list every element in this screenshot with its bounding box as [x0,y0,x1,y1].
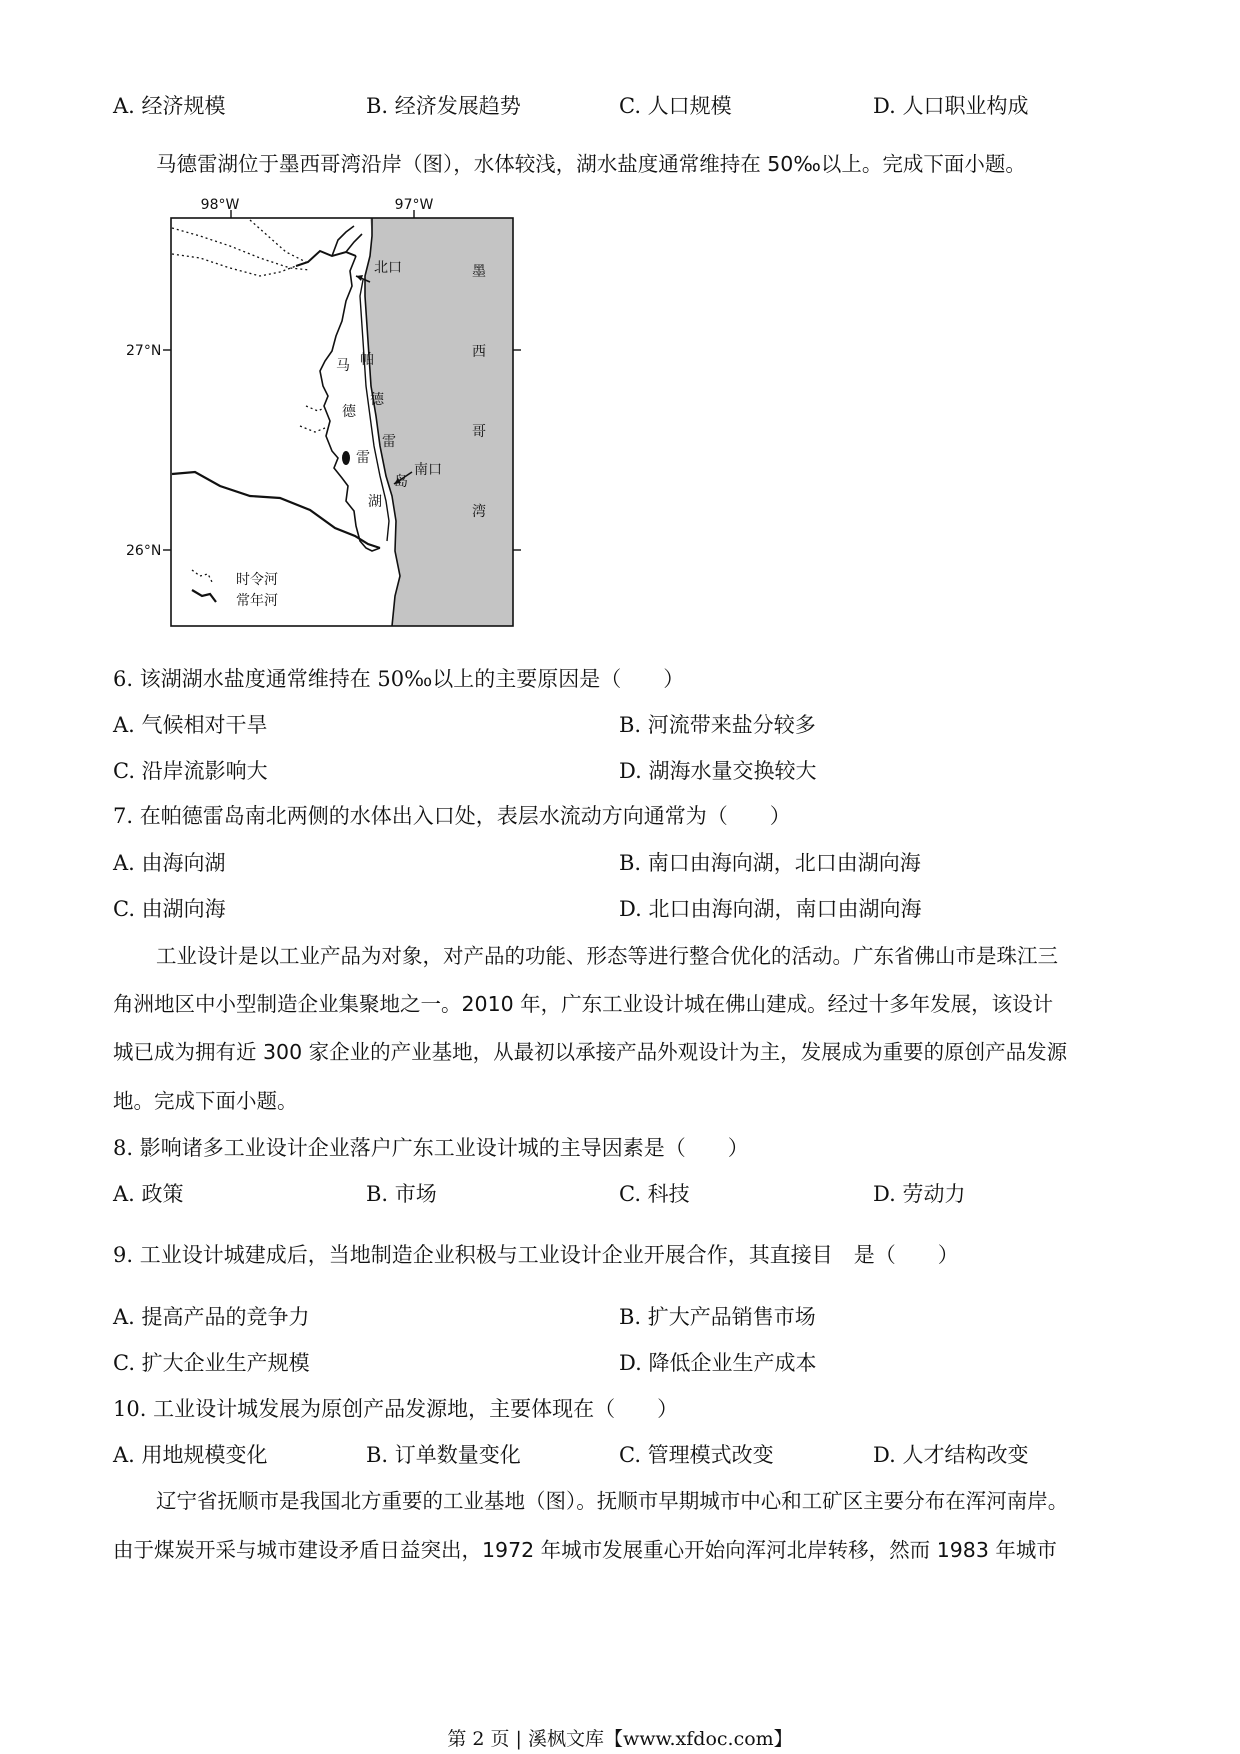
passage-industrial-line-2: 角洲地区中小型制造企业集聚地之一。2010 年，广东工业设计城在佛山建成。经过十多年发展，该设计 [113,992,1054,1016]
label-island-4: 岛 [394,474,408,490]
q5-option-a: A. 经济规模 [113,94,226,118]
label-gulf-1: 墨 [472,264,486,280]
label-27n: 27°N [126,343,162,359]
q7-stem: 7. 在帕德雷岛南北两侧的水体出入口处，表层水流动方向通常为（ ） [113,804,791,828]
label-97w: 97°W [394,197,434,213]
q9-option-d: D. 降低企业生产成本 [619,1351,817,1375]
q8-option-c: C. 科技 [619,1182,690,1206]
q8-option-d: D. 劳动力 [873,1182,966,1206]
seasonal-river [172,228,310,270]
q6-option-b: B. 河流带来盐分较多 [619,713,816,737]
label-island-3: 雷 [382,434,396,450]
q6-option-c: C. 沿岸流影响大 [113,759,268,783]
passage-industrial-line-3: 城已成为拥有近 300 家企业的产业基地，从最初以承接产品外观设计为主，发展成为重要的原创产品发源 [113,1040,1068,1064]
gulf-sea-area [365,218,513,626]
label-south-inlet: 南口 [414,462,442,478]
q10-option-a: A. 用地规模变化 [113,1443,268,1467]
q8-stem: 8. 影响诸多工业设计企业落户广东工业设计城的主导因素是（ ） [113,1136,749,1160]
passage-industrial-line-1: 工业设计是以工业产品为对象，对产品的功能、形态等进行整合优化的活动。广东省佛山市是珠江三 [156,944,1058,968]
label-island-1: 帕 [360,352,374,368]
q6-option-d: D. 湖海水量交换较大 [619,759,817,783]
q9-stem: 9. 工业设计城建成后，当地制造企业积极与工业设计企业开展合作，其直接目 是（ ） [113,1243,959,1267]
q7-option-b: B. 南口由海向湖，北口由湖向海 [619,851,921,875]
label-gulf-3: 哥 [472,424,486,440]
q9-option-a: A. 提高产品的竞争力 [113,1305,310,1329]
madre-lagoon-map [110,196,530,636]
q10-option-d: D. 人才结构改变 [873,1443,1029,1467]
q7-option-d: D. 北口由海向湖，南口由湖向海 [619,897,922,921]
q5-option-c: C. 人口规模 [619,94,732,118]
label-lake-4: 湖 [368,494,382,510]
label-lake-1: 马 [336,358,350,374]
label-98w: 98°W [200,197,240,213]
label-26n: 26°N [126,543,162,559]
passage-fushun-line-1: 辽宁省抚顺市是我国北方重要的工业基地（图）。抚顺市早期城市中心和工矿区主要分布在浑河南岸。 [156,1489,1069,1513]
seasonal-river [250,220,306,262]
q6-option-a: A. 气候相对干旱 [113,713,268,737]
q6-stem: 6. 该湖湖水盐度通常维持在 50‰以上的主要原因是（ ） [113,667,685,691]
legend-perennial-symbol [192,590,216,602]
label-lake-2: 德 [342,404,356,420]
q8-option-a: A. 政策 [113,1182,184,1206]
q7-option-c: C. 由湖向海 [113,897,226,921]
q10-stem: 10. 工业设计城发展为原创产品发源地，主要体现在（ ） [113,1397,679,1421]
q8-option-b: B. 市场 [366,1182,437,1206]
q10-option-b: B. 订单数量变化 [366,1443,521,1467]
legend-seasonal-symbol [192,570,212,582]
legend-seasonal-label: 时令河 [236,572,278,588]
label-island-2: 德 [370,392,384,408]
passage-fushun-line-2: 由于煤炭开采与城市建设矛盾日益突出，1972 年城市发展重心开始向浑河北岸转移，然而 1983 年城市 [113,1538,1057,1562]
perennial-river [172,472,380,548]
seasonal-river [300,426,325,432]
seasonal-river [172,254,296,276]
label-lake-3: 雷 [356,450,370,466]
label-gulf-4: 湾 [472,504,486,520]
q9-option-b: B. 扩大产品销售市场 [619,1305,816,1329]
legend-perennial-label: 常年河 [236,593,278,609]
seasonal-river [306,406,324,411]
q9-option-c: C. 扩大企业生产规模 [113,1351,310,1375]
q7-option-a: A. 由海向湖 [113,851,226,875]
page-footer: 第 2 页 | 溪枫文库【www.xfdoc.com】 [447,1728,793,1750]
q5-option-d: D. 人口职业构成 [873,94,1029,118]
q5-option-b: B. 经济发展趋势 [366,94,521,118]
label-north-inlet: 北口 [374,260,402,276]
passage-industrial-line-4: 地。完成下面小题。 [113,1089,298,1113]
passage-madre-lagoon: 马德雷湖位于墨西哥湾沿岸（图），水体较浅，湖水盐度通常维持在 50‰以上。完成下面小题。 [156,152,1026,176]
q10-option-c: C. 管理模式改变 [619,1443,774,1467]
label-gulf-2: 西 [472,344,486,360]
